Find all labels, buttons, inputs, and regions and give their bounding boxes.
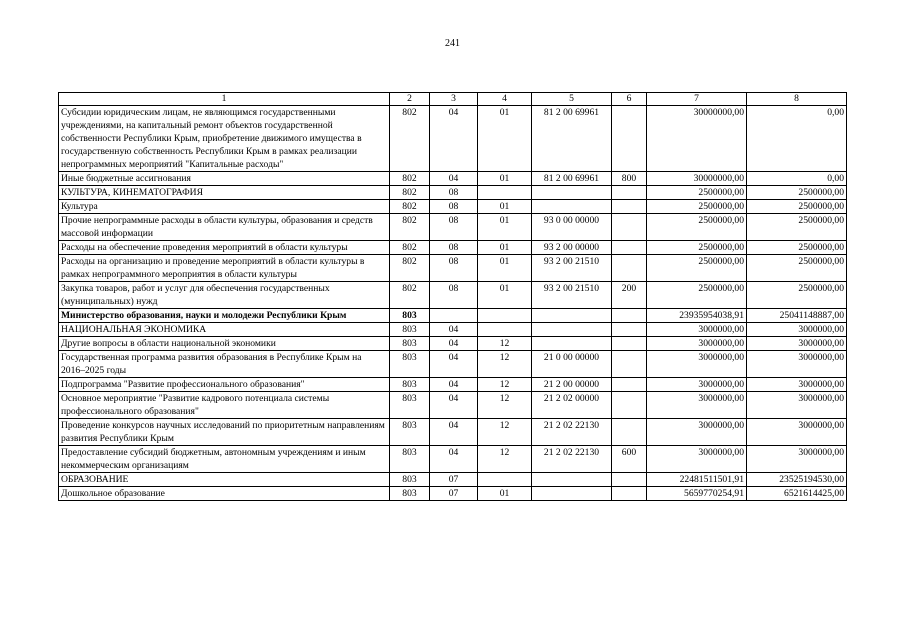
table-row (59, 282, 847, 309)
amount-year2-cell: 3000000,00 (747, 378, 847, 392)
target-article-cell: 21 2 02 22130 (532, 446, 612, 473)
expense-type-cell (612, 309, 647, 323)
section-code-cell: 08 (430, 214, 478, 241)
row-name-cell: Предоставление субсидий бюджетным, автономным учреждениям и иным некоммерческим организациям (59, 446, 390, 473)
table-row (59, 186, 847, 200)
row-name-cell: Закупка товаров, работ и услуг для обеспечения государственных (муниципальных) нужд (59, 282, 390, 309)
subsection-code-cell: 12 (478, 392, 532, 419)
glava-code-cell: 802 (390, 200, 430, 214)
header-cell: 8 (747, 93, 847, 106)
glava-code-cell: 803 (390, 487, 430, 501)
amount-year2-cell: 3000000,00 (747, 323, 847, 337)
row-name-cell: Культура (59, 200, 390, 214)
target-article-cell (532, 323, 612, 337)
table-row (59, 309, 847, 323)
amount-year2-cell: 0,00 (747, 106, 847, 172)
section-code-cell: 08 (430, 282, 478, 309)
amount-year1-cell: 3000000,00 (647, 378, 747, 392)
glava-code-cell: 803 (390, 323, 430, 337)
table-row (59, 200, 847, 214)
subsection-code-cell: 01 (478, 255, 532, 282)
header-cell: 6 (612, 93, 647, 106)
amount-year1-cell: 2500000,00 (647, 255, 747, 282)
section-code-cell: 04 (430, 172, 478, 186)
amount-year2-cell: 25041148887,00 (747, 309, 847, 323)
amount-year2-cell: 2500000,00 (747, 255, 847, 282)
table-row (59, 255, 847, 282)
amount-year1-cell: 3000000,00 (647, 446, 747, 473)
target-article-cell: 81 2 00 69961 (532, 106, 612, 172)
glava-code-cell: 802 (390, 282, 430, 309)
section-code-cell: 08 (430, 241, 478, 255)
table-body (59, 93, 847, 501)
expense-type-cell (612, 186, 647, 200)
section-code-cell: 04 (430, 337, 478, 351)
amount-year1-cell: 30000000,00 (647, 172, 747, 186)
target-article-cell: 93 2 00 21510 (532, 255, 612, 282)
glava-code-cell: 803 (390, 392, 430, 419)
amount-year2-cell: 6521614425,00 (747, 487, 847, 501)
row-name-cell: Министерство образования, науки и молодежи Республики Крым (59, 309, 390, 323)
expense-type-cell (612, 106, 647, 172)
row-name-cell: Расходы на организацию и проведение мероприятий в области культуры в рамках непрограммного мероприятия в области культуры (59, 255, 390, 282)
glava-code-cell: 803 (390, 473, 430, 487)
target-article-cell: 21 2 02 22130 (532, 419, 612, 446)
expense-type-cell (612, 255, 647, 282)
amount-year1-cell: 3000000,00 (647, 323, 747, 337)
table-row (59, 473, 847, 487)
glava-code-cell: 802 (390, 241, 430, 255)
budget-table (58, 92, 847, 501)
target-article-cell (532, 487, 612, 501)
section-code-cell: 08 (430, 186, 478, 200)
target-article-cell (532, 337, 612, 351)
expense-type-cell (612, 323, 647, 337)
section-code-cell: 07 (430, 473, 478, 487)
amount-year1-cell: 2500000,00 (647, 214, 747, 241)
section-code-cell (430, 309, 478, 323)
subsection-code-cell: 12 (478, 351, 532, 378)
target-article-cell (532, 200, 612, 214)
expense-type-cell (612, 337, 647, 351)
expense-type-cell (612, 487, 647, 501)
section-code-cell: 04 (430, 419, 478, 446)
amount-year2-cell: 3000000,00 (747, 337, 847, 351)
amount-year2-cell: 2500000,00 (747, 186, 847, 200)
expense-type-cell (612, 473, 647, 487)
table-row (59, 214, 847, 241)
section-code-cell: 04 (430, 392, 478, 419)
amount-year2-cell: 3000000,00 (747, 446, 847, 473)
expense-type-cell (612, 392, 647, 419)
subsection-code-cell (478, 186, 532, 200)
subsection-code-cell: 12 (478, 419, 532, 446)
section-code-cell: 08 (430, 255, 478, 282)
subsection-code-cell: 01 (478, 282, 532, 309)
subsection-code-cell (478, 309, 532, 323)
row-name-cell: Проведение конкурсов научных исследований по приоритетным направлениям развития Республики Крым (59, 419, 390, 446)
header-cell: 1 (59, 93, 390, 106)
glava-code-cell: 803 (390, 378, 430, 392)
table-row (59, 487, 847, 501)
amount-year1-cell: 2500000,00 (647, 186, 747, 200)
expense-type-cell: 800 (612, 172, 647, 186)
expense-type-cell (612, 351, 647, 378)
target-article-cell: 21 2 02 00000 (532, 392, 612, 419)
glava-code-cell: 803 (390, 419, 430, 446)
glava-code-cell: 802 (390, 186, 430, 200)
amount-year1-cell: 3000000,00 (647, 392, 747, 419)
amount-year2-cell: 0,00 (747, 172, 847, 186)
amount-year1-cell: 2500000,00 (647, 241, 747, 255)
section-code-cell: 08 (430, 200, 478, 214)
row-name-cell: Государственная программа развития образования в Республике Крым на 2016–2025 годы (59, 351, 390, 378)
expense-type-cell (612, 378, 647, 392)
amount-year1-cell: 3000000,00 (647, 337, 747, 351)
amount-year2-cell: 3000000,00 (747, 419, 847, 446)
amount-year2-cell: 2500000,00 (747, 200, 847, 214)
glava-code-cell: 803 (390, 309, 430, 323)
row-name-cell: Расходы на обеспечение проведения мероприятий в области культуры (59, 241, 390, 255)
amount-year1-cell: 22481511501,91 (647, 473, 747, 487)
target-article-cell: 93 0 00 00000 (532, 214, 612, 241)
glava-code-cell: 803 (390, 337, 430, 351)
subsection-code-cell (478, 323, 532, 337)
row-name-cell: Иные бюджетные ассигнования (59, 172, 390, 186)
subsection-code-cell: 01 (478, 214, 532, 241)
target-article-cell: 21 2 00 00000 (532, 378, 612, 392)
subsection-code-cell: 01 (478, 241, 532, 255)
amount-year1-cell: 2500000,00 (647, 282, 747, 309)
section-code-cell: 04 (430, 351, 478, 378)
row-name-cell: НАЦИОНАЛЬНАЯ ЭКОНОМИКА (59, 323, 390, 337)
target-article-cell: 93 2 00 21510 (532, 282, 612, 309)
subsection-code-cell: 01 (478, 487, 532, 501)
table-row (59, 172, 847, 186)
expense-type-cell: 200 (612, 282, 647, 309)
subsection-code-cell: 12 (478, 446, 532, 473)
expense-type-cell: 600 (612, 446, 647, 473)
glava-code-cell: 802 (390, 214, 430, 241)
subsection-code-cell: 12 (478, 337, 532, 351)
expense-type-cell (612, 214, 647, 241)
target-article-cell: 21 0 00 00000 (532, 351, 612, 378)
target-article-cell: 93 2 00 00000 (532, 241, 612, 255)
table-row (59, 446, 847, 473)
header-cell: 5 (532, 93, 612, 106)
row-name-cell: ОБРАЗОВАНИЕ (59, 473, 390, 487)
subsection-code-cell: 01 (478, 172, 532, 186)
amount-year1-cell: 30000000,00 (647, 106, 747, 172)
row-name-cell: КУЛЬТУРА, КИНЕМАТОГРАФИЯ (59, 186, 390, 200)
table-row (59, 337, 847, 351)
header-cell: 2 (390, 93, 430, 106)
amount-year1-cell: 5659770254,91 (647, 487, 747, 501)
table-row (59, 419, 847, 446)
amount-year2-cell: 2500000,00 (747, 282, 847, 309)
expense-type-cell (612, 419, 647, 446)
subsection-code-cell (478, 473, 532, 487)
expense-type-cell (612, 200, 647, 214)
header-cell: 4 (478, 93, 532, 106)
amount-year2-cell: 2500000,00 (747, 241, 847, 255)
amount-year2-cell: 3000000,00 (747, 392, 847, 419)
table-row (59, 323, 847, 337)
amount-year2-cell: 2500000,00 (747, 214, 847, 241)
target-article-cell (532, 309, 612, 323)
glava-code-cell: 802 (390, 255, 430, 282)
table-row (59, 351, 847, 378)
target-article-cell: 81 2 00 69961 (532, 172, 612, 186)
glava-code-cell: 802 (390, 106, 430, 172)
section-code-cell: 04 (430, 446, 478, 473)
amount-year1-cell: 2500000,00 (647, 200, 747, 214)
glava-code-cell: 803 (390, 446, 430, 473)
row-name-cell: Подпрограмма "Развитие профессионального образования" (59, 378, 390, 392)
amount-year1-cell: 3000000,00 (647, 419, 747, 446)
amount-year1-cell: 3000000,00 (647, 351, 747, 378)
section-code-cell: 04 (430, 106, 478, 172)
row-name-cell: Дошкольное образование (59, 487, 390, 501)
section-code-cell: 04 (430, 378, 478, 392)
glava-code-cell: 803 (390, 351, 430, 378)
row-name-cell: Основное мероприятие "Развитие кадрового потенциала системы профессионального образования" (59, 392, 390, 419)
target-article-cell (532, 186, 612, 200)
target-article-cell (532, 473, 612, 487)
section-code-cell: 07 (430, 487, 478, 501)
amount-year1-cell: 23935954038,91 (647, 309, 747, 323)
glava-code-cell: 802 (390, 172, 430, 186)
table-row (59, 106, 847, 172)
header-cell: 3 (430, 93, 478, 106)
expense-type-cell (612, 241, 647, 255)
row-name-cell: Другие вопросы в области национальной экономики (59, 337, 390, 351)
row-name-cell: Прочие непрограммные расходы в области культуры, образования и средств массовой информации (59, 214, 390, 241)
table-row (59, 378, 847, 392)
subsection-code-cell: 01 (478, 106, 532, 172)
amount-year2-cell: 3000000,00 (747, 351, 847, 378)
row-name-cell: Субсидии юридическим лицам, не являющимся государственными учреждениями, на капитальный ремонт объектов государственной собственности Республики Крым, приобретение движимого имущества в государственную собственность Республики Крым в рамках реализации непрограммных мероприятий "Капитальные расходы" (59, 106, 390, 172)
table-row (59, 392, 847, 419)
header-row (59, 93, 847, 106)
page-number: 241 (445, 38, 460, 49)
table-row (59, 241, 847, 255)
subsection-code-cell: 12 (478, 378, 532, 392)
amount-year2-cell: 23525194530,00 (747, 473, 847, 487)
section-code-cell: 04 (430, 323, 478, 337)
header-cell: 7 (647, 93, 747, 106)
subsection-code-cell: 01 (478, 200, 532, 214)
